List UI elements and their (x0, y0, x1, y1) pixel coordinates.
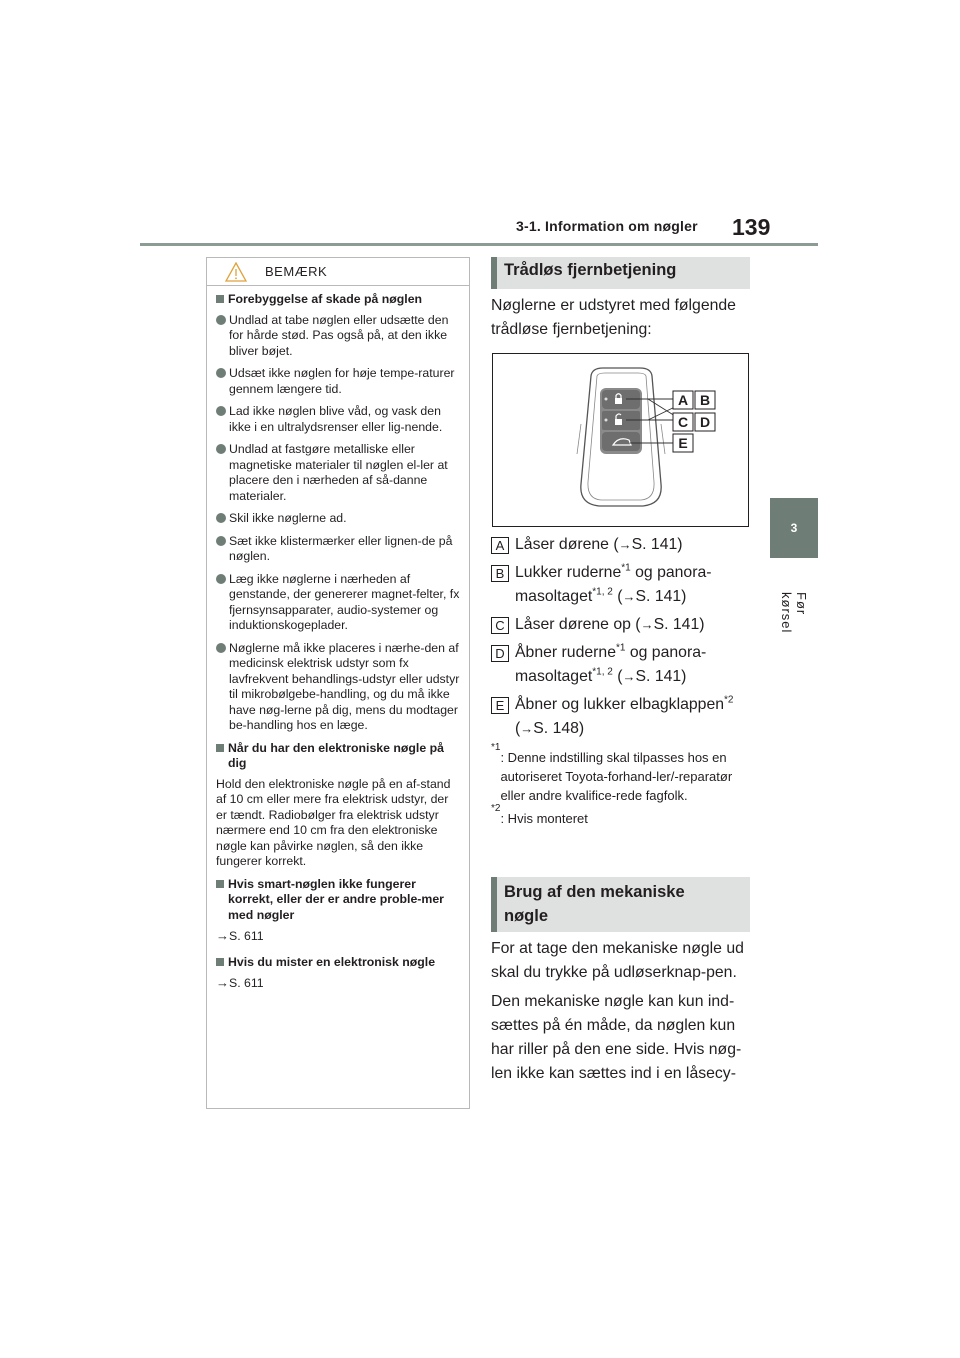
list-item (216, 511, 461, 527)
list-item (216, 404, 461, 435)
footnote-mark: *2 (724, 694, 734, 706)
bullet-text: Undlad at tabe nøglen eller udsætte den for hårde stød. Pas også på, at den ikke bliver bøjet. (229, 312, 449, 358)
footnote-mark: *1 (491, 742, 501, 753)
list-item: B Lukker ruderne$^{*1}$ og panora- masoltaget$^{*1, 2}$ (→S. 141) (491, 561, 753, 609)
figure-label-c: C (677, 414, 689, 430)
footnote-text: : Hvis monteret (500, 811, 588, 826)
heading-text: Hvis du mister en elektronisk nøgle (228, 954, 436, 969)
bullet-icon (216, 315, 226, 325)
warning-triangle-icon (225, 262, 247, 282)
caution-box (206, 257, 470, 1109)
caution-heading-4 (216, 955, 461, 971)
footnote-text: : Denne indstilling skal tilpasses hos en autoriseret Toyota-forhand-ler/-reparatør eller andre kvalifice-rede fagfolk. (500, 750, 733, 803)
section-heading-mechanical (491, 877, 750, 932)
bullet-icon (216, 574, 226, 584)
footnote-mark: *2 (491, 803, 501, 814)
heading-line: Brug af den mekaniske (504, 883, 685, 901)
bullet-text: Lad ikke nøglen blive våd, og vask den ikke i en ultralydsrenser eller lig-nende. (229, 404, 443, 434)
paragraph: Den mekaniske nøgle kan kun ind-sættes på én måde, da nøglen kun har riller på den ene side. Hvis nøg-len ikke kan sættes ind i en låsecy- (491, 993, 742, 1082)
page-reference-link[interactable]: S. 141) (635, 668, 687, 685)
caution-heading-2 (216, 741, 461, 772)
footnote-mark: *1 (616, 642, 626, 654)
caution-label: BEMÆRK (265, 264, 328, 279)
figure-label-e: E (678, 435, 688, 451)
key-fob-illustration (493, 354, 748, 526)
caution-header (207, 258, 469, 286)
paragraph: For at tage den mekaniske nøgle ud skal du trykke på udløserknap-pen. (491, 940, 744, 981)
heading-text: Forebyggelse af skade på nøglen (228, 292, 423, 306)
page-reference-link[interactable]: →S. 611 (216, 928, 264, 943)
remote-intro: Nøglerne er udstyret med følgende trådløse fjernbetjening: (491, 297, 736, 338)
item-text: Åbner ruderne (515, 644, 616, 661)
list-item: D Åbner ruderne$^{*1}$ og panora- masoltaget$^{*1, 2}$ (→S. 141) (491, 641, 753, 689)
heading-text: Hvis smart-nøglen ikke fungerer korrekt, eller der er andre proble-mer med nøgler (228, 876, 444, 922)
footnote (491, 742, 753, 805)
footnote-mark: *1, 2 (592, 666, 613, 678)
item-text: Låser dørene op ( (515, 616, 641, 633)
reference-text: S. 611 (229, 976, 264, 990)
figure-label-a: A (677, 392, 689, 408)
bullet-icon (216, 406, 226, 416)
chapter-tab[interactable] (770, 498, 818, 558)
chapter-number: 3 (790, 521, 798, 535)
bullet-text: Skil ikke nøglerne ad. (229, 511, 347, 525)
page-reference-link[interactable]: S. 141) (653, 616, 705, 633)
footnote-mark: *1 (621, 562, 631, 574)
item-letter: A (491, 537, 509, 554)
heading-line: nøgle (504, 907, 548, 925)
heading-text: Når du har den elektroniske nøgle på dig (228, 740, 444, 770)
section-heading-remote: Trådløs fjernbetjening (491, 257, 750, 289)
bullet-icon (216, 643, 226, 653)
item-text: masoltaget (515, 668, 593, 685)
item-text: Låser dørene ( (515, 536, 619, 553)
key-fob-figure (492, 353, 749, 527)
bullet-text: Nøglerne må ikke placeres i nærhe-den af medicinsk elektrisk udstyr som fx lavfrekvent behandlings-udstyr eller udstyr til mikrobølgebe-handling, og du må ikke have nøg-lerne på dig, mens du modtager be-handling hos en læge. (229, 640, 460, 732)
footnotes (491, 742, 753, 832)
item-text: masoltaget (515, 588, 593, 605)
page-reference-link[interactable]: →S. 611 (216, 975, 264, 990)
mechanical-key-text (491, 937, 753, 1091)
list-item (216, 442, 461, 504)
reference-text: S. 611 (229, 929, 264, 943)
bullet-text: Læg ikke nøglerne i nærheden af genstande, der genererer magnet-felter, fx fjernsynsapparater, audio-systemer og induktionskogeplader. (229, 571, 460, 632)
bullet-icon (216, 513, 226, 523)
item-letter: B (491, 565, 509, 582)
list-item (216, 641, 461, 734)
section-title: 3-1. Information om nøgler (516, 218, 698, 234)
caution-heading-3 (216, 877, 461, 924)
item-text: og panora- (630, 564, 712, 581)
list-item (216, 366, 461, 397)
chapter-label (774, 592, 814, 652)
caution-paragraph: Hold den elektroniske nøgle på en af-stand af 10 cm eller mere fra elektrisk udstyr, der er tændt. Radiobølger fra elektrisk udstyr nærmere end 10 cm fra den elektroniske nøgle kan påvirke nøglen, så den ikke fungerer korrekt. (216, 776, 451, 868)
chapter-label-text: Før kørsel (779, 592, 809, 634)
caution-heading-1 (216, 292, 461, 308)
item-letter: C (491, 617, 509, 634)
page-reference-link[interactable]: S. 141) (635, 588, 687, 605)
list-item (216, 572, 461, 634)
list-item (216, 313, 461, 360)
item-letter: E (491, 697, 509, 714)
bullet-text: Undlad at fastgøre metalliske eller magnetiske materialer til nøglen el-ler at placere den i nærheden af så-danne materialer. (229, 442, 448, 503)
page-number: 139 (732, 214, 771, 240)
item-text: og panora- (625, 644, 707, 661)
bullet-icon (216, 536, 226, 546)
list-item: E Åbner og lukker elbagklappen$^{*2}$ (→S. 148) (491, 693, 753, 741)
item-letter: D (491, 645, 509, 662)
list-item: A Låser dørene (→S. 141) (491, 533, 753, 557)
item-text: Lukker ruderne (515, 564, 622, 581)
bullet-text: Udsæt ikke nøglen for høje tempe-raturer gennem længere tid. (229, 366, 455, 396)
header-rule (140, 243, 818, 246)
item-text: Åbner og lukker elbagklappen (515, 696, 725, 713)
page-reference-link[interactable]: S. 148) (533, 720, 585, 737)
bullet-icon (216, 368, 226, 378)
bullet-icon (216, 444, 226, 454)
figure-label-d: D (699, 414, 711, 430)
footnote-mark: *1, 2 (592, 586, 613, 598)
list-item (216, 534, 461, 565)
figure-label-b: B (699, 392, 711, 408)
list-item: C Låser dørene op (→S. 141) (491, 613, 753, 637)
footnote (491, 803, 753, 828)
remote-button-list (491, 533, 753, 745)
page-reference-link[interactable]: S. 141) (631, 536, 683, 553)
bullet-text: Sæt ikke klistermærker eller lignen-de på nøglen. (229, 533, 453, 563)
